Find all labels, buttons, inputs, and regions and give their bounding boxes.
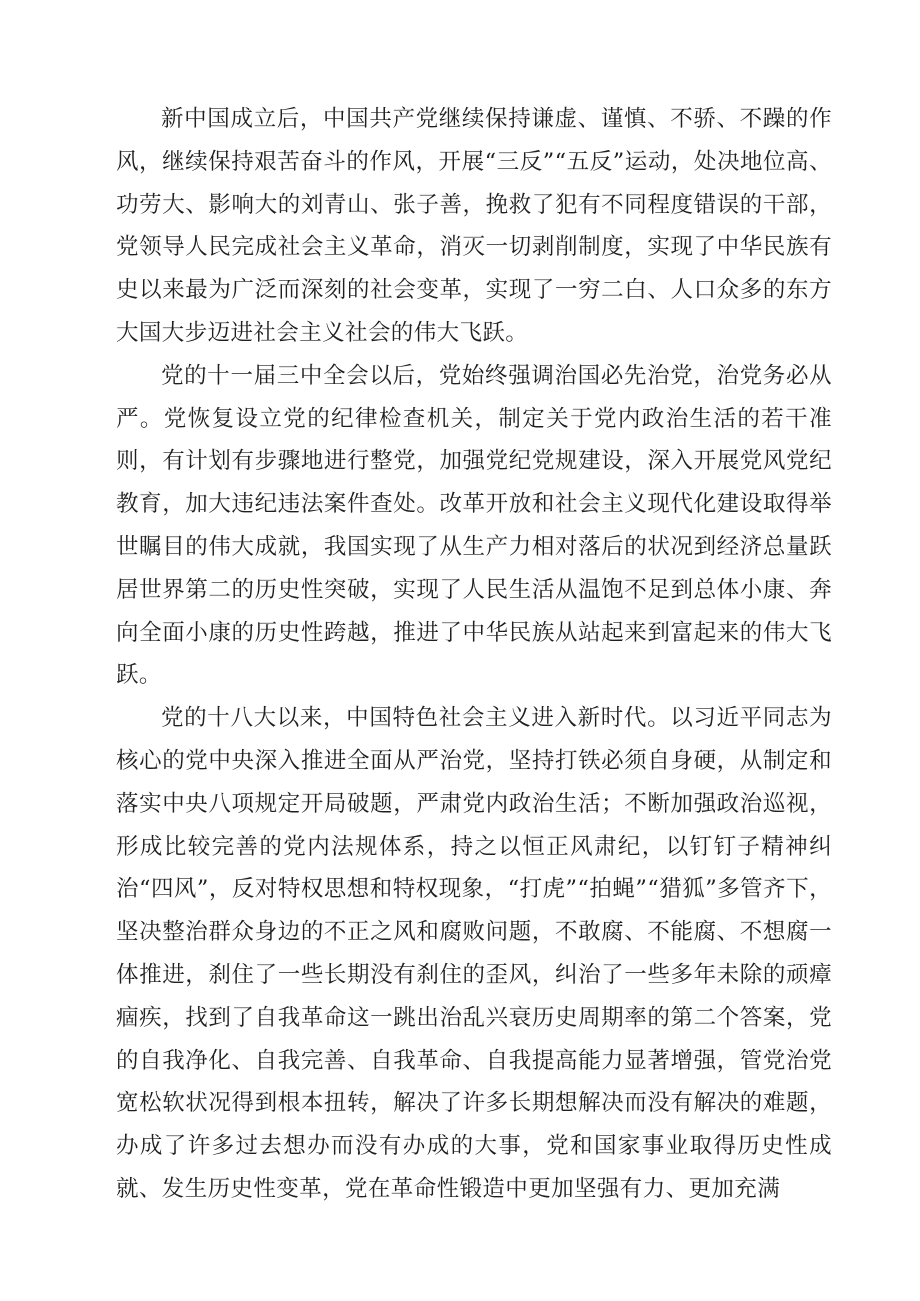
paragraph-new-era: 党的十八大以来，中国特色社会主义进入新时代。以习近平同志为核心的党中央深入推进全面从严治党，坚持打铁必须自身硬，从制定和落实中央八项规定开局破题，严肃党内政治生活；不断加强政治巡视，形成比较完善的党内法规体系，持之以恒正风肃纪，以钉钉子精神纠治“四风”，反对特权思想和特权现象，“打虎”“拍蝇”“猎狐”多管齐下，坚决整治群众身边的不正之风和腐败问题，不敢腐、不能腐、不想腐一体推进，刹住了一些长期没有刹住的歪风，纠治了一些多年未除的顽瘴痼疾，找到了自我革命这一跳出治乱兴衰历史周期率的第二个答案，党的自我净化、自我完善、自我革命、自我提高能力显著增强，管党治党宽松软状况得到根本扭转，解决了许多长期想解决而没有解决的难题，办成了许多过去想办而没有办成的大事，党和国家事业取得历史性成就、发生历史性变革，党在革命性锻造中更加坚强有力、更加充满	[116, 705, 832, 1202]
paragraph-reform-opening: 党的十一届三中全会以后，党始终强调治国必先治党，治党务必从严。党恢复设立党的纪律检查机关，制定关于党内政治生活的若干准则，有计划有步骤地进行整党，加强党纪党规建设，深入开展党风党纪教育，加大违纪违法案件查处。改革开放和社会主义现代化建设取得举世瞩目的伟大成就，我国实现了从生产力相对落后的状况到经济总量跃居世界第二的历史性突破，实现了人民生活从温饱不足到总体小康、奔向全面小康的历史性跨越，推进了中华民族从站起来到富起来的伟大飞跃。	[116, 362, 832, 689]
paragraph-founding: 新中国成立后，中国共产党继续保持谦虚、谨慎、不骄、不躁的作风，继续保持艰苦奋斗的作风，开展“三反”“五反”运动，处决地位高、功劳大、影响大的刘青山、张子善，挽救了犯有不同程度错误的干部，党领导人民完成社会主义革命，消灭一切剥削制度，实现了中华民族有史以来最为广泛而深刻的社会变革，实现了一穷二白、人口众多的东方大国大步迈进社会主义社会的伟大飞跃。	[116, 106, 832, 346]
document-body	[116, 98, 832, 1211]
